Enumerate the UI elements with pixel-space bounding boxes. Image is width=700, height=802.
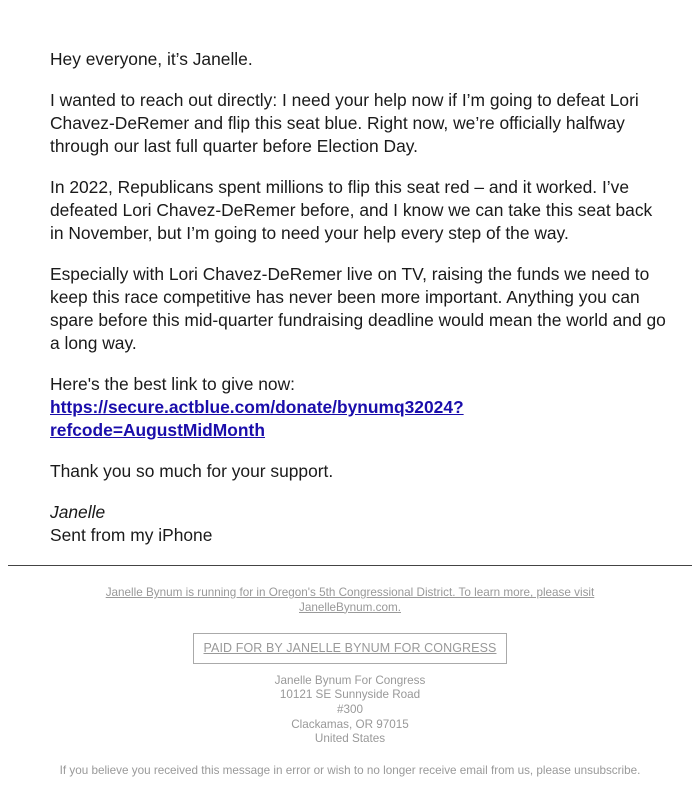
address-city: Clackamas, OR 97015 — [291, 717, 409, 731]
email-footer — [0, 586, 700, 778]
signature-name: Janelle — [50, 502, 106, 522]
paragraph-tv: Especially with Lori Chavez-DeRemer live on TV, raising the funds we need to keep this race competitive has never been more important. Anything you can spare before this mid-quarter fundraising deadline would mean the world and go a long way. — [50, 264, 666, 353]
email-body — [50, 48, 670, 565]
unsubscribe-notice[interactable]: If you believe you received this message in error or wish to no longer receive email from us, please unsubscribe. — [59, 763, 641, 777]
website-link[interactable]: JanelleBynum.com — [299, 600, 398, 614]
paragraph-2022: In 2022, Republicans spent millions to flip this seat red – and it worked. I’ve defeated Lori Chavez-DeRemer before, and I know we can take this seat back in November, but I’m going to need your help every step of the way. — [50, 177, 653, 243]
disclosure[interactable] — [100, 586, 600, 615]
donate-link-line2[interactable]: refcode=AugustMidMonth — [50, 420, 265, 440]
address-street: 10121 SE Sunnyside Road — [279, 688, 421, 702]
paragraph-intro: I wanted to reach out directly: I need your help now if I’m going to defeat Lori Chavez-DeRemer and flip this seat blue. Right now, we’re officially halfway through our last full quarter before Election Day. — [50, 90, 639, 156]
disclosure-text[interactable]: Janelle Bynum is running for in Oregon's 5th Congressional District. To learn more, please visit — [105, 586, 595, 599]
greeting: Hey everyone, it’s Janelle. — [50, 49, 253, 69]
signature-note: Sent from my iPhone — [50, 525, 213, 545]
mailing-address — [0, 674, 700, 747]
address-name: Janelle Bynum For Congress — [274, 673, 426, 687]
thanks: Thank you so much for your support. — [50, 461, 334, 481]
disclosure-end: . — [397, 600, 401, 614]
link-intro: Here's the best link to give now: — [50, 374, 295, 394]
signature — [50, 501, 670, 547]
divider — [8, 565, 692, 566]
donate-link[interactable] — [50, 397, 464, 440]
address-country: United States — [314, 732, 386, 746]
link-paragraph — [50, 373, 670, 442]
paid-for-disclaimer[interactable]: PAID FOR BY JANELLE BYNUM FOR CONGRESS — [193, 633, 508, 664]
address-suite: #300 — [336, 702, 363, 716]
donate-link-line1[interactable]: https://secure.actblue.com/donate/bynumq32024? — [50, 397, 464, 417]
